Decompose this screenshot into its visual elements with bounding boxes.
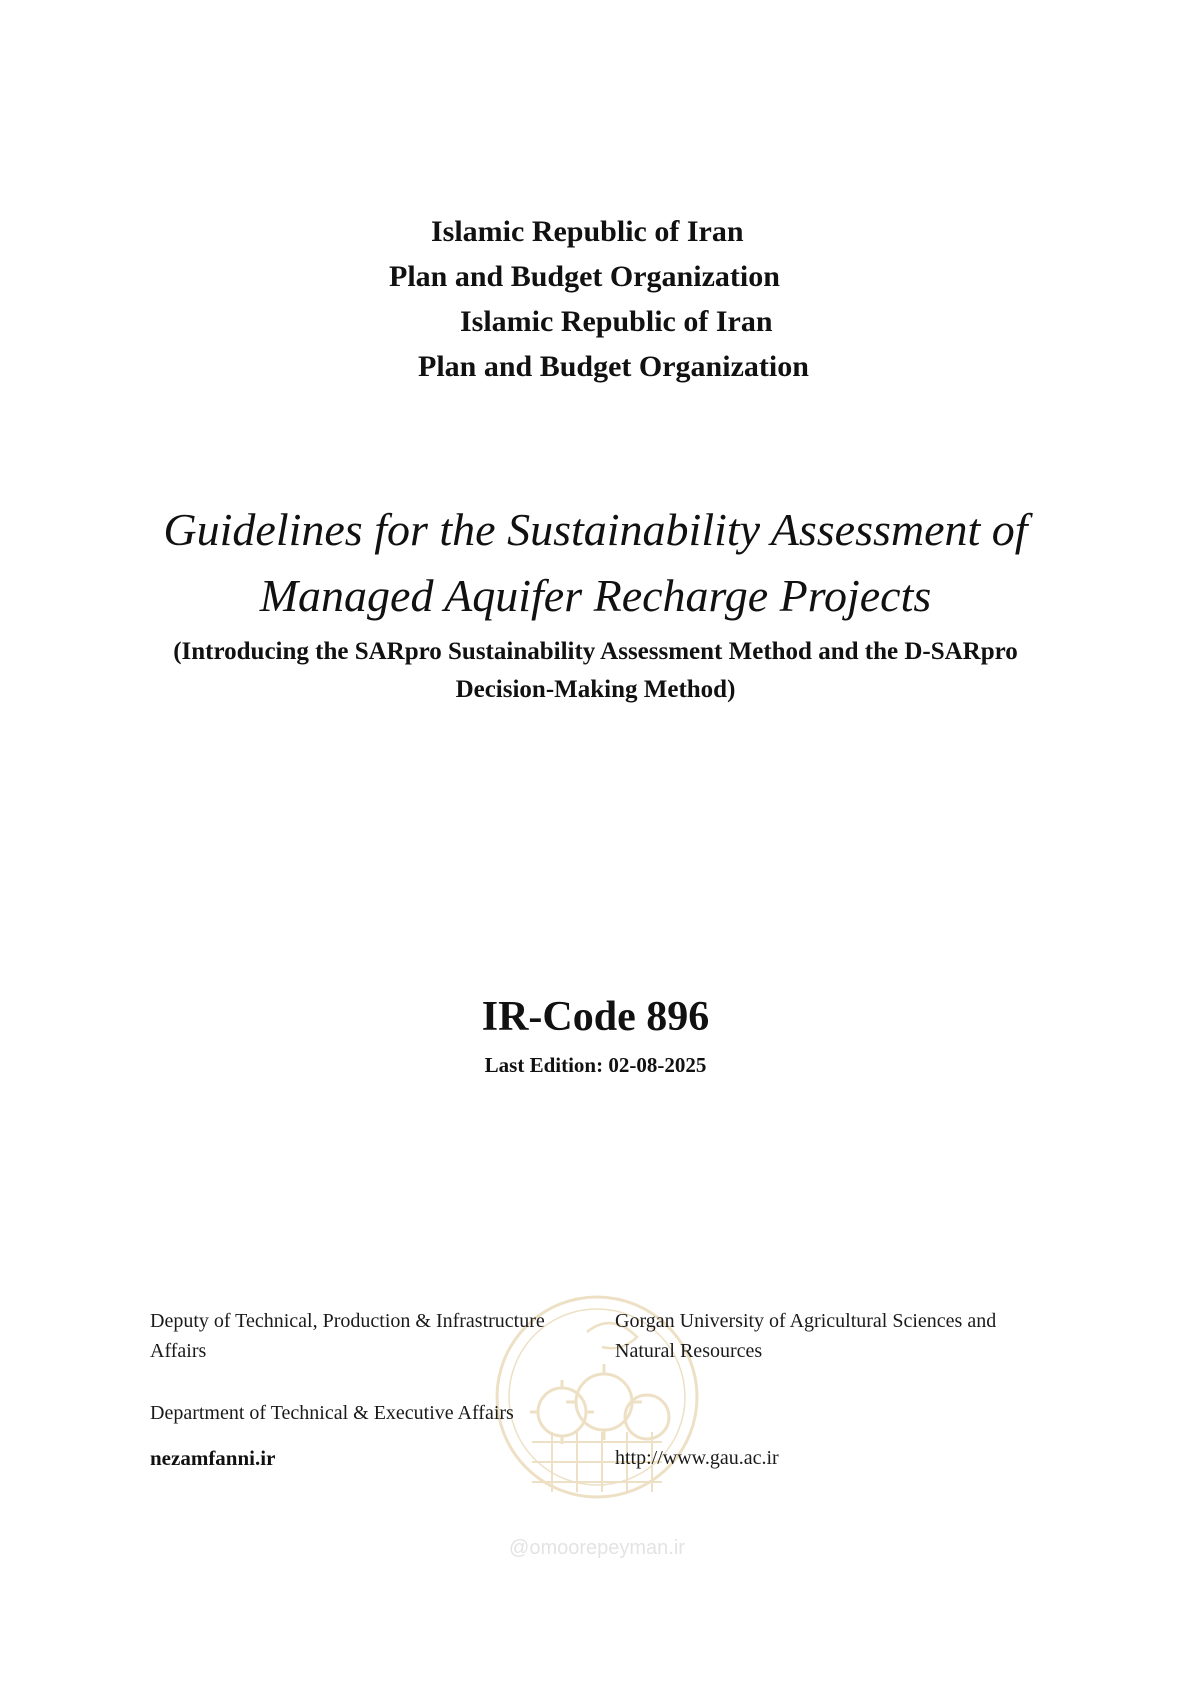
document-title-line2: Managed Aquifer Recharge Projects	[259, 570, 932, 621]
document-subtitle-line1: (Introducing the SARpro Sustainability Assessment Method and the D-SARpro	[173, 638, 1018, 665]
document-title-line1: Guidelines for the Sustainability Assessment of	[163, 504, 1028, 555]
header-country-repeat: Islamic Republic of Iran	[460, 305, 773, 338]
header-country: Islamic Republic of Iran	[431, 215, 744, 248]
university-name-line2: Natural Resources	[615, 1340, 763, 1362]
header-organization-repeat: Plan and Budget Organization	[418, 350, 809, 383]
edition-date: Last Edition: 02-08-2025	[484, 1053, 707, 1077]
department-name: Department of Technical & Executive Affairs	[150, 1402, 514, 1424]
deputy-name-line2: Affairs	[150, 1340, 207, 1362]
document-subtitle-line2: Decision-Making Method)	[455, 676, 736, 703]
university-name-line1: Gorgan University of Agricultural Sciences and	[615, 1310, 997, 1332]
nezamfanni-site: nezamfanni.ir	[150, 1446, 276, 1470]
header-organization: Plan and Budget Organization	[389, 260, 780, 293]
document-code: IR-Code 896	[481, 994, 710, 1040]
watermark-caption: @omoorepeyman.ir	[509, 1537, 685, 1559]
university-site: http://www.gau.ac.ir	[615, 1447, 779, 1469]
deputy-name-line1: Deputy of Technical, Production & Infrastructure	[150, 1310, 545, 1332]
